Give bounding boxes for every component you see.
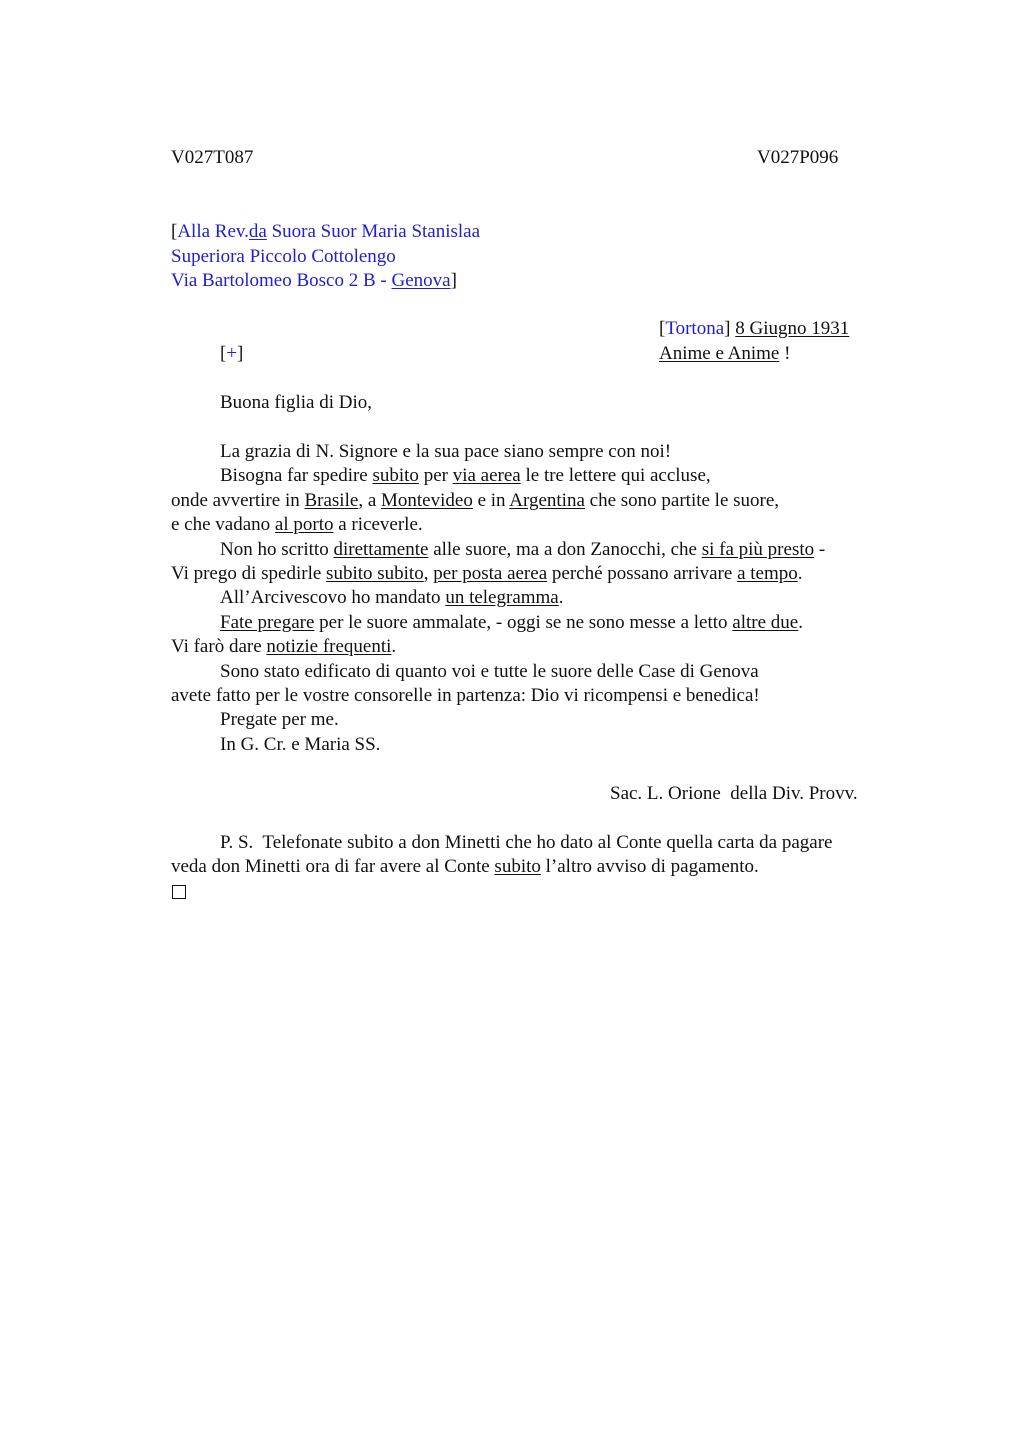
body-line-9: Vi farò dare notizie frequenti.	[171, 636, 397, 657]
date: 8 Giugno 1931	[735, 318, 850, 339]
body-line-1: La grazia di N. Signore e la sua pace siano sempre con noi!	[220, 441, 672, 462]
body-line-13: In G. Cr. e Maria SS.	[220, 734, 381, 755]
postscript-line-2: veda don Minetti ora di far avere al Conte subito l’altro avviso di pagamento.	[171, 856, 759, 877]
dateline: [Tortona] 8 Giugno 1931	[659, 318, 850, 339]
body-line-4: e che vadano al porto a riceverle.	[171, 514, 423, 535]
body-line-11: avete fatto per le vostre consorelle in partenza: Dio vi ricompensi e benedica!	[171, 685, 760, 706]
salutation: Buona figlia di Dio,	[220, 392, 372, 413]
body-line-7: All’Arcivescovo ho mandato un telegramma.	[220, 587, 564, 608]
signature: Sac. L. Orione della Div. Provv.	[610, 783, 858, 804]
postscript-line-1: P. S. Telefonate subito a don Minetti che ho dato al Conte quella carta da pagare	[220, 832, 833, 853]
address-line-1: [Alla Rev.da Suora Suor Maria Stanislaa	[171, 221, 481, 242]
place: Tortona	[665, 318, 725, 339]
end-box-icon	[172, 883, 186, 905]
address-bracket-open: [	[171, 221, 178, 242]
body-line-10: Sono stato edificato di quanto voi e tutte le suore delle Case di Genova	[220, 661, 759, 682]
cross-mark: [+]	[220, 343, 244, 364]
address-bracket-close: ]	[450, 270, 457, 291]
body-line-6: Vi prego di spedirle subito subito, per posta aerea perché possano arrivare a tempo.	[171, 563, 803, 584]
body-line-2: Bisogna far spedire subito per via aerea le tre lettere qui accluse,	[220, 465, 711, 486]
document-ref-left: V027T087	[171, 147, 254, 168]
body-line-5: Non ho scritto direttamente alle suore, ma a don Zanocchi, che si fa più presto -	[220, 539, 826, 560]
body-line-3: onde avvertire in Brasile, a Montevideo e in Argentina che sono partite le suore,	[171, 490, 780, 511]
motto: Anime e Anime !	[659, 343, 791, 364]
body-line-12: Pregate per me.	[220, 709, 339, 730]
body-line-8: Fate pregare per le suore ammalate, - oggi se ne sono messe a letto altre due.	[220, 612, 803, 633]
address-line-2: Superiora Piccolo Cottolengo	[171, 246, 396, 267]
address-line-3: Via Bartolomeo Bosco 2 B - Genova]	[171, 270, 457, 291]
document-ref-right: V027P096	[757, 147, 839, 168]
